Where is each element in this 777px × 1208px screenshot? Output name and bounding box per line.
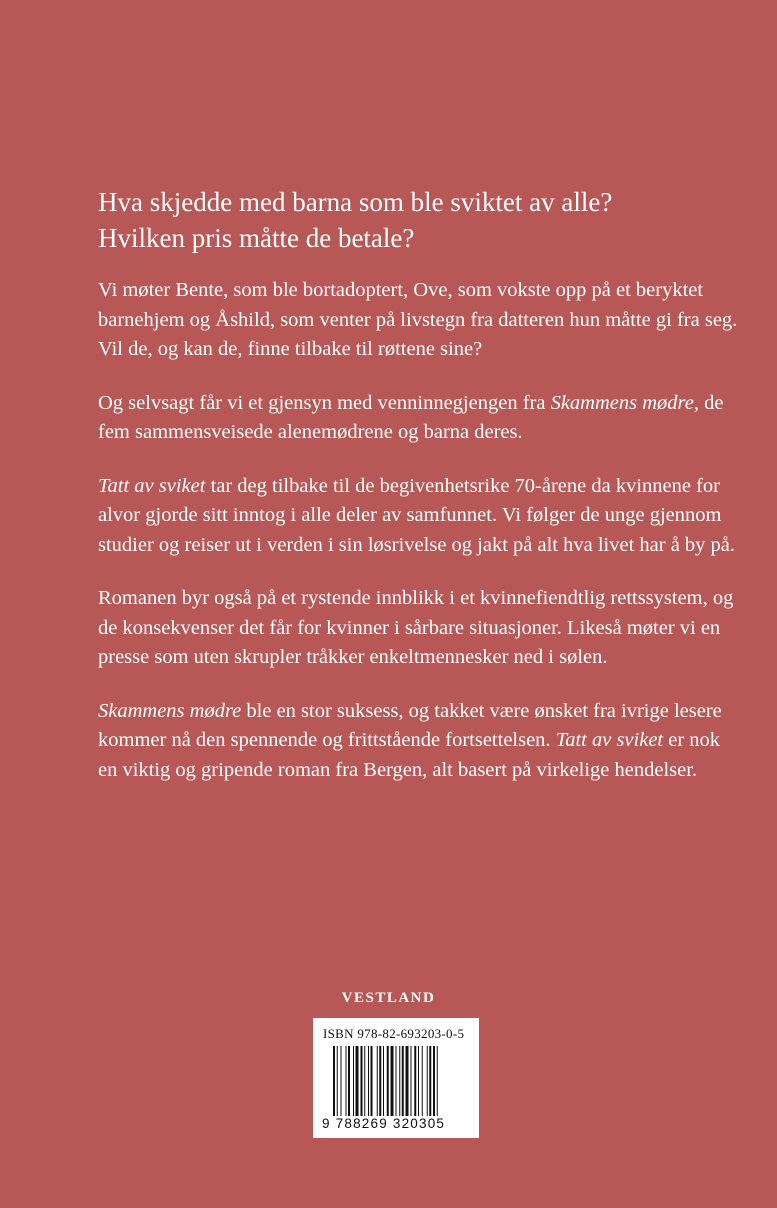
barcode-bar	[356, 1046, 359, 1116]
back-cover-text	[98, 184, 738, 809]
barcode-bar	[361, 1046, 363, 1116]
paragraph-5-text-b: er nok en viktig og gripende roman fra Bergen, alt basert på virkelige hendelser.	[98, 729, 721, 781]
barcode-bar	[377, 1046, 378, 1116]
paragraph-2-title: Skammens mødre	[550, 391, 694, 414]
barcode-bar	[402, 1046, 404, 1116]
barcode-bar	[391, 1046, 394, 1124]
barcode-bar	[364, 1046, 365, 1116]
barcode-bar	[353, 1046, 354, 1116]
paragraph-3-title: Tatt av sviket	[98, 474, 206, 497]
barcode-bar	[348, 1046, 350, 1116]
barcode-bar	[411, 1046, 412, 1116]
paragraph-2-text-a: Og selvsagt får vi et gjensyn med venninnegjengen fra	[98, 391, 551, 414]
barcode-bar	[429, 1046, 431, 1116]
barcode-bar	[414, 1046, 416, 1116]
barcode-bar	[418, 1046, 419, 1116]
paragraph-5	[98, 697, 738, 786]
barcode-bar	[379, 1046, 381, 1116]
paragraph-2	[98, 389, 738, 448]
paragraph-1: Vi møter Bente, som ble bortadoptert, Ove, som vokste opp på et beryktet barnehjem og Åshild, som venter på livstegn fra datteren hun måtte gi fra seg. Vil de, og kan de, finne tilbake til røttene sine?	[98, 279, 738, 360]
paragraph-3	[98, 472, 738, 561]
paragraph-5-title-2: Tatt av sviket	[555, 729, 664, 751]
barcode-bar	[437, 1046, 438, 1124]
barcode-bar	[333, 1046, 335, 1124]
barcode-bar	[427, 1046, 428, 1116]
barcode-bar	[346, 1046, 347, 1116]
isbn-barcode	[313, 1018, 479, 1138]
barcode-bar	[387, 1046, 389, 1124]
publisher-name: VESTLAND	[341, 990, 436, 1006]
paragraph-5-text-a: ble en stor suksess, og takket være ønsket fra ivrige lesere kommer nå den spennende og frittstående fortsettelsen.	[98, 699, 722, 751]
barcode-bar	[341, 1046, 342, 1116]
barcode-digits: 9 788269 320305	[322, 1116, 446, 1131]
paragraph-5-title-1: Skammens mødre	[98, 699, 242, 722]
barcode-bars-icon	[333, 1046, 473, 1124]
barcode-bar	[371, 1046, 373, 1116]
paragraph-4: Romanen byr også på et rystende innblikk i et kvinnefiendtlig rettssystem, og de konsekvenser det får for kvinner i sårbare situasjoner. Likeså møter vi en presse som uten skrupler tråkker enkeltmennesker ned i sølen.	[98, 587, 734, 668]
paragraph-2-text-b: , de fem sammensveisede alenemødrene og barna deres.	[98, 391, 724, 443]
headline-line-1: Hva skjedde med barna som ble sviktet av alle?	[98, 187, 613, 217]
headline-line-2: Hvilken pris måtte de betale?	[98, 223, 415, 253]
barcode-bar	[433, 1046, 435, 1124]
barcode-bar	[422, 1046, 423, 1116]
barcode-bar	[399, 1046, 400, 1116]
barcode-bar	[396, 1046, 397, 1116]
barcode-bar	[406, 1046, 409, 1116]
barcode-bar	[337, 1046, 338, 1124]
paragraph-3-text: tar deg tilbake til de begivenhetsrike 70-årene da kvinnene for alvor gjorde sitt inntog i alle deler av samfunnet. Vi følger de unge gjennom studier og reiser ut i verden i sin løsrivelse og jakt på alt hva livet har å by på.	[98, 474, 736, 556]
headline	[98, 184, 738, 256]
barcode-bar	[368, 1046, 369, 1116]
barcode-bar	[383, 1046, 384, 1116]
isbn-label: ISBN 978-82-693203-0-5	[323, 1026, 465, 1041]
